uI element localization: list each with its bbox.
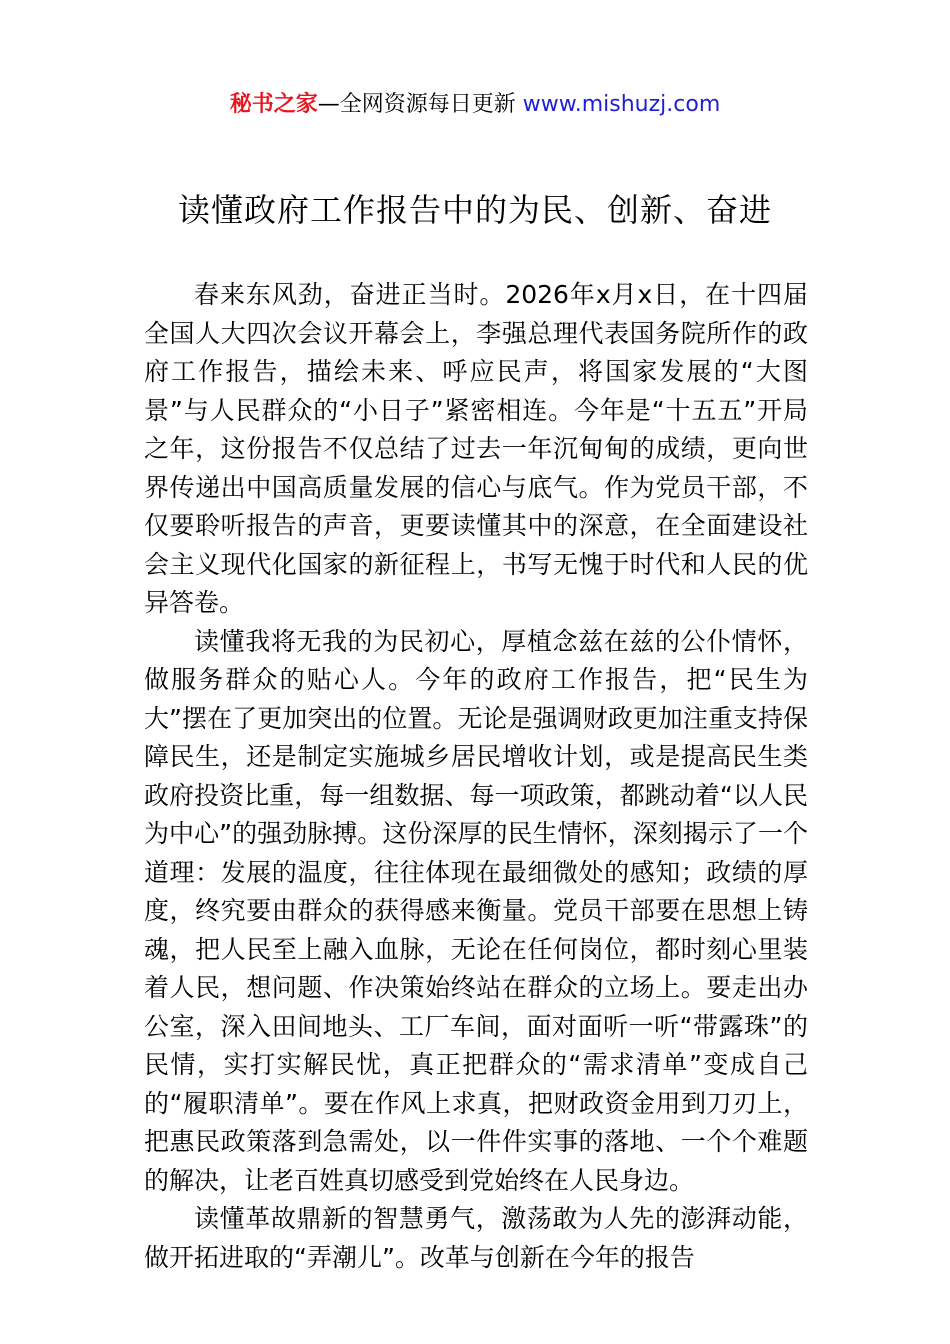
- document-body: [144, 276, 808, 1277]
- site-url-link[interactable]: www.mishuzj.com: [522, 92, 721, 117]
- paragraph-intro: 春来东风劲，奋进正当时。2026年x月x日，在十四届全国人大四次会议开幕会上，李强总理代表国务院所作的政府工作报告，描绘未来、呼应民声，将国家发展的“大图景”与人民群众的“小日子”紧密相连。今年是“十五五”开局之年，这份报告不仅总结了过去一年沉甸甸的成绩，更向世界传递出中国高质量发展的信心与底气。作为党员干部，不仅要聆听报告的声音，更要读懂其中的深意，在全面建设社会主义现代化国家的新征程上，书写无愧于时代和人民的优异答卷。: [144, 280, 808, 617]
- paragraph-innovation: 读懂革故鼎新的智慧勇气，激荡敢为人先的澎湃动能，做开拓进取的“弄潮儿”。改革与创新在今年的报告: [144, 1204, 808, 1272]
- paragraph-for-the-people: 读懂我将无我的为民初心，厚植念兹在兹的公仆情怀，做服务群众的贴心人。今年的政府工作报告，把“民生为大”摆在了更加突出的位置。无论是强调财政更加注重支持保障民生，还是制定实施城乡居民增收计划，或是提高民生类政府投资比重，每一组数据、每一项政策，都跳动着“以人民为中心”的强劲脉搏。这份深厚的民生情怀，深刻揭示了一个道理：发展的温度，往往体现在最细微处的感知；政绩的厚度，终究要由群众的获得感来衡量。党员干部要在思想上铸魂，把人民至上融入血脉，无论在任何岗位，都时刻心里装着人民，想问题、作决策始终站在群众的立场上。要走出办公室，深入田间地头、工厂车间，面对面听一听“带露珠”的民情，实打实解民忧，真正把群众的“需求清单”变成自己的“履职清单”。要在作风上求真，把财政资金用到刀刃上，把惠民政策落到急需处，以一件件实事的落地、一个个难题的解决，让老百姓真切感受到党始终在人民身边。: [144, 626, 808, 1195]
- site-header: [0, 88, 950, 122]
- document-title: 读懂政府工作报告中的为民、创新、奋进: [177, 191, 772, 229]
- site-tagline: —全网资源每日更新: [317, 92, 516, 117]
- site-brand: 秘书之家: [229, 92, 318, 117]
